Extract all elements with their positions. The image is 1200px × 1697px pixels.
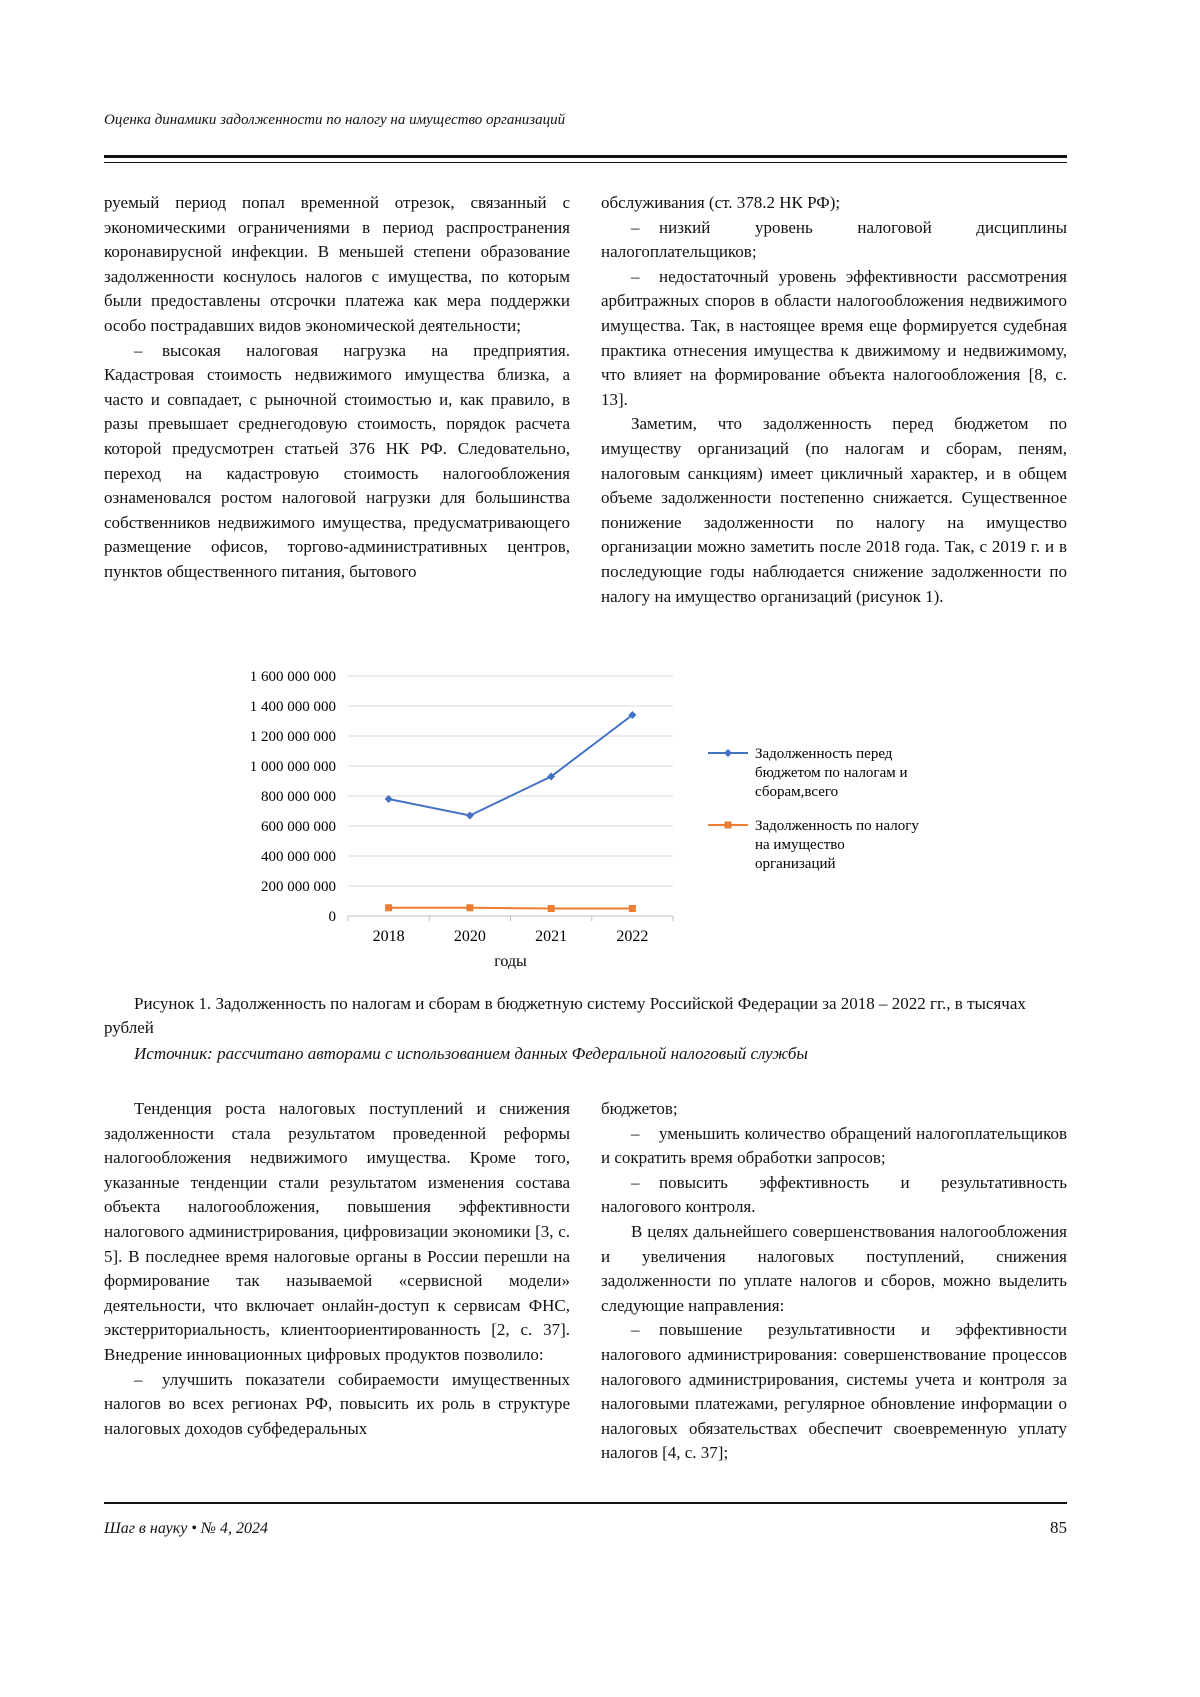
legend-label: организаций [755,856,836,872]
figure-source: Источник: рассчитано авторами с использованием данных Федеральной налоговый службы [134,1044,808,1063]
paragraph: бюджетов; [601,1099,678,1118]
journal-name: Шаг в науку • № 4, 2024 [104,1520,268,1537]
series-line [389,715,633,816]
dash-marker: – [631,1172,640,1192]
list-item [601,1171,1067,1220]
list-item [601,1122,1067,1171]
list-item-text: высокая налоговая нагрузка на предприятия. Кадастровая стоимость недвижимого имущества близка, а часто и совпадает, с рыночной стоимостью и, как правило, в разы превышает среднегодовую стоимость, порядок расчета которой предусмотрен статьей 376 НК РФ. Следовательно, переход на кадастровую стоимость налогообложения ознаменовался ростом налоговой нагрузки для большинства собственников недвижимого имущества, предусматривающего размещение офисов, торгово-административных центров, пунктов общественного питания, бытового [104,340,570,581]
paragraph: Тенденция роста налоговых поступлений и снижения задолженности стала результатом проведенной реформы налогообложения недвижимого имущества. Кроме того, указанные тенденции стали результатом изменения состава объекта налогообложения, повышения эффективности налогового администрирования, цифровизации экономики [3, с. 5]. В последнее время налоговые органы в России перешли на формирование так называемой «сервисной модели» деятельности, что включает онлайн-доступ к сервисам ФНС, экстерриториальность, клиентоориентированность [2, с. 37]. Внедрение инновационных цифровых продуктов позволило: [104,1099,570,1364]
legend-label: Задолженность перед [755,746,893,762]
list-item [601,265,1067,413]
legend-label: на имущество [755,837,845,853]
dash-marker: – [631,217,640,237]
list-item-text: улучшить показатели собираемости имущественных налогов во всех регионах РФ, повысить их роль в структуре налоговых доходов субфедеральных [104,1369,570,1438]
debt-line-chart [200,660,960,990]
y-tick-label: 200 000 000 [261,879,336,895]
list-item [104,1368,570,1442]
x-tick-label: 2018 [372,928,405,945]
page-number: 85 [1050,1518,1067,1537]
list-item-text: уменьшить количество обращений налогоплательщиков и сократить время обработки запросов; [601,1123,1067,1168]
series-lines [389,715,633,909]
column-1 [104,191,570,585]
paragraph: обслуживания (ст. 378.2 НК РФ); [601,193,841,212]
y-tick-label: 1 600 000 000 [249,669,336,685]
y-tick-label: 800 000 000 [261,789,336,805]
chart-legend [708,746,919,872]
dash-marker: – [631,1320,640,1340]
x-tick-labels [348,916,673,945]
legend-label: сборам,всего [755,784,839,800]
paragraph: руемый период попал временной отрезок, связанный с экономическими ограничениями в период распространения коронавирусной инфекции. В меньшей степени образование задолженности коснулось налогов с имущества, по которым были предоставлены отсрочки платежа как мера поддержки особо пострадавших видов экономической деятельности; [104,193,570,335]
data-point [385,904,392,911]
legend-marker [724,749,732,757]
y-tick-label: 1 000 000 000 [249,759,336,775]
header-rule [104,155,1067,158]
header-rule-thin [104,162,1067,163]
dash-marker: – [631,266,640,286]
list-item-text: повысить эффективность и результативность налогового контроля. [601,1172,1067,1217]
list-item [104,339,570,585]
dash-marker: – [134,1369,143,1389]
column-2 [601,191,1067,609]
list-item [601,1318,1067,1466]
data-point [629,905,636,912]
y-tick-label: 1 400 000 000 [249,699,336,715]
legend-marker [725,822,732,829]
y-tick-labels [250,669,336,925]
data-point [466,812,474,820]
column-3 [104,1097,570,1441]
running-title: Оценка динамики задолженности по налогу на имущество организаций [104,112,566,128]
x-axis-label: годы [494,953,527,970]
figure-caption: Рисунок 1. Задолженность по налогам и сборам в бюджетную систему Российской Федерации за 2018 – 2022 гг., в тысячах рублей [104,994,1026,1037]
y-tick-label: 1 200 000 000 [249,729,336,745]
x-tick-label: 2021 [535,928,568,945]
y-tick-label: 600 000 000 [261,819,336,835]
data-point [548,905,555,912]
list-item-text: повышение результативности и эффективности налогового администрирования: совершенствование процессов налогового администрирования, системы учета и контроля за налоговыми платежами, регулярное обновление информации о налоговых обязательствах обеспечит своевременную уплату налогов [4, с. 37]; [601,1320,1067,1463]
dash-marker: – [631,1123,640,1143]
list-item-text: недостаточный уровень эффективности рассмотрения арбитражных споров в области налогообложения недвижимого имущества. Так, в настоящее время еще формируется судебная практика отнесения имущества к движимому и недвижимому, что влияет на формирование объекта налогообложения [8, с. 13]. [601,266,1067,409]
y-tick-label: 0 [328,909,336,925]
paragraph: В целях дальнейшего совершенствования налогообложения и увеличения налоговых поступлений, снижения задолженности по уплате налогов и сборов, можно выделить следующие направления: [601,1221,1067,1315]
data-point [466,904,473,911]
paragraph: Заметим, что задолженность перед бюджетом по имуществу организаций (по налогам и сборам, пеням, налоговым санкциям) имеет цикличный характер, и в общем объеме задолженности постепенно снижается. Существенное понижение задолженности по налогу на имущество организации можно заметить после 2018 года. Так, с 2019 г. и в последующие годы наблюдается снижение задолженности по налогу на имущество организаций (рисунок 1). [601,414,1067,606]
list-item [601,216,1067,265]
y-tick-label: 400 000 000 [261,849,336,865]
x-tick-label: 2020 [453,928,486,945]
legend-label: бюджетом по налогам и [755,765,908,781]
dash-marker: – [134,340,143,360]
column-4 [601,1097,1067,1466]
series-line [389,908,633,909]
x-tick-label: 2022 [616,928,649,945]
legend-label: Задолженность по налогу [755,818,919,834]
list-item-text: низкий уровень налоговой дисциплины налогоплательщиков; [601,217,1067,262]
footer-rule [104,1502,1067,1504]
